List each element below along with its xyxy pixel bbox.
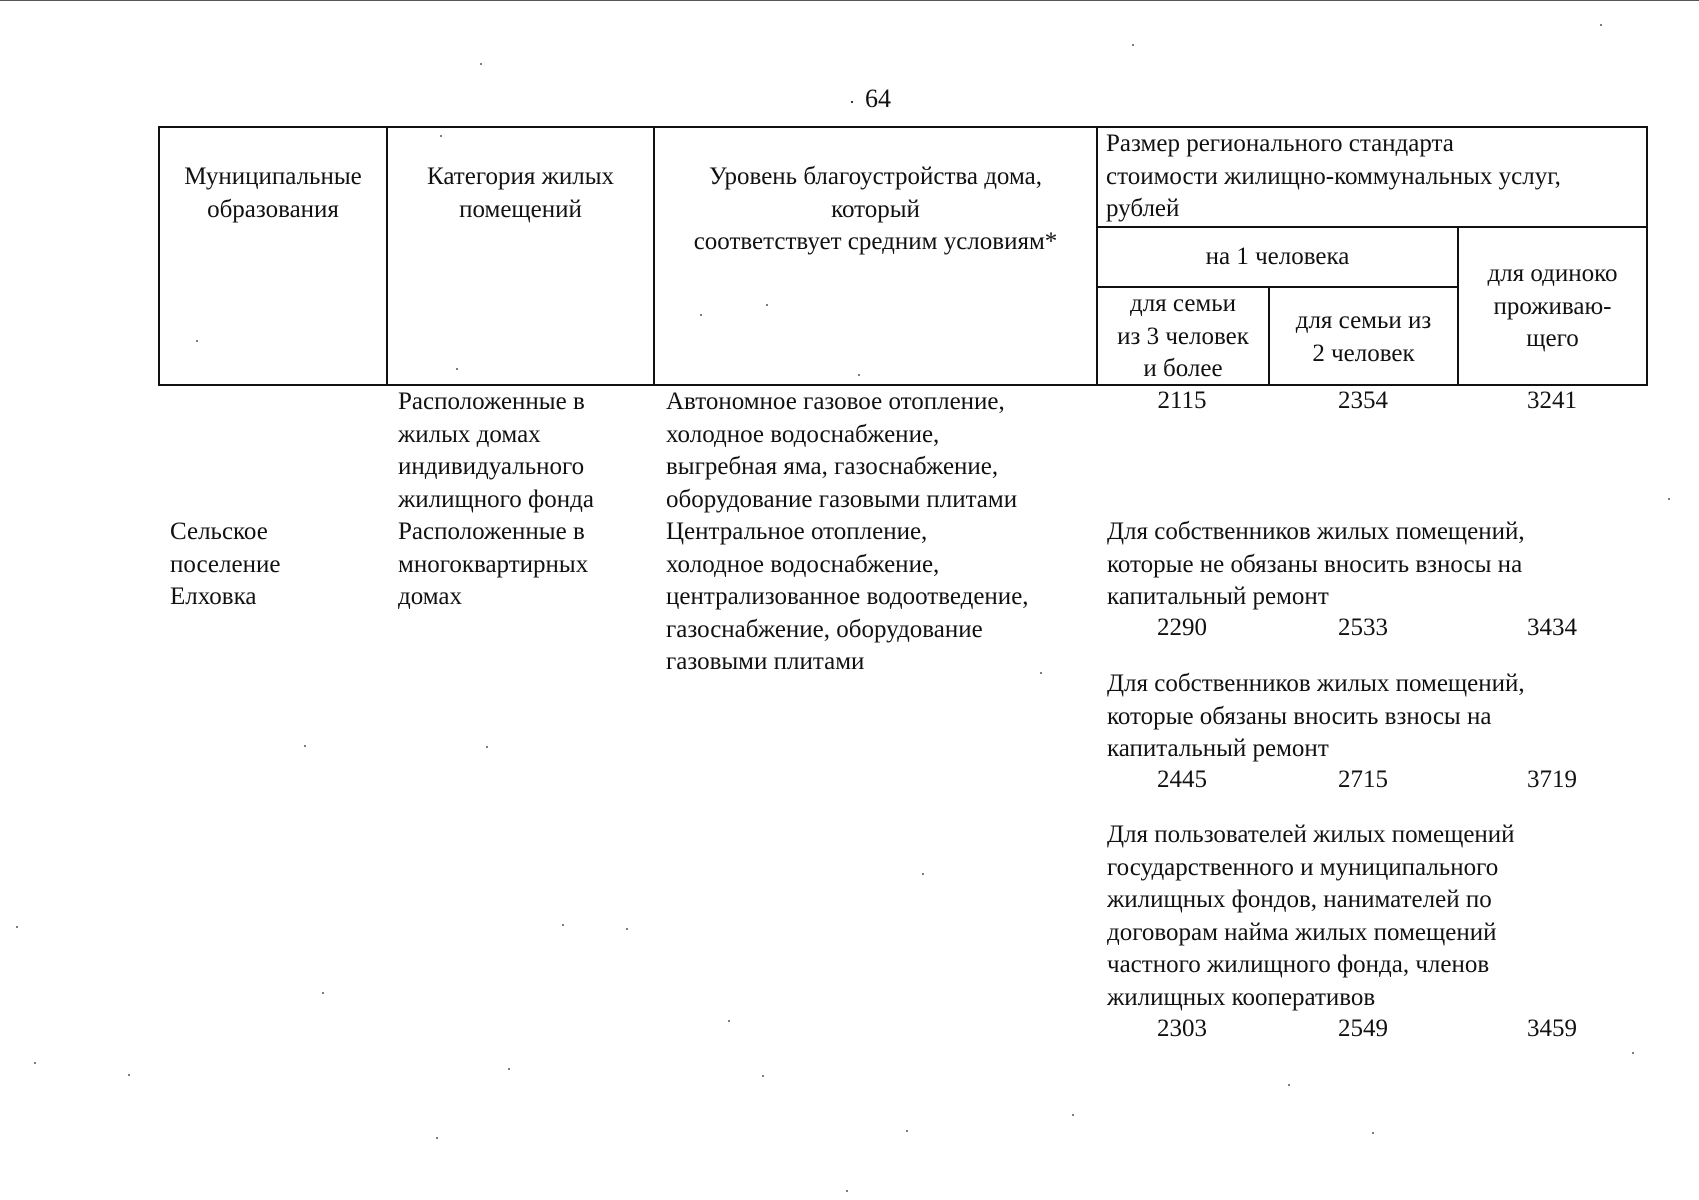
row1-level: Автономное газовое отопление, холодное водоснабжение, выгребная яма, газоснабжение, оборудование газовыми плитами [666,388,1018,513]
row1-value-family3: 2115 [1157,387,1207,414]
page-number [849,84,891,114]
group3-value-family2: 2549 [1338,1015,1388,1042]
municipality-name: Сельское поселение Елховка [170,518,281,610]
page-number-dot: · [849,92,855,112]
group1-value-single: 3434 [1527,614,1577,641]
header-municipal: Муниципальные образования [184,163,362,223]
header-size-divider [1096,226,1648,228]
group3-label: Для пользователей жилых помещений государственного и муниципального жилищных фондов, нанимателей по договорам найма жилых помещений частного жилищного фонда, членов жилищных кооперативов [1107,821,1515,1011]
header-right-border [1646,126,1648,386]
row2-level: Центральное отопление, холодное водоснабжение, централизованное водоотведение, газоснабжение, оборудование газовыми плитами [666,518,1029,675]
page-number-text: 64 [865,84,891,113]
row1-value-single: 3241 [1527,387,1577,414]
header-category: Категория жилых помещений [427,163,614,223]
group2-value-family3: 2445 [1157,766,1207,793]
row1-category: Расположенные в жилых домах индивидуального жилищного фонда [398,388,594,513]
page-top-border [0,0,1699,1]
header-family-3: для семьи из 3 человек и более [1117,290,1249,382]
group1-value-family2: 2533 [1338,614,1388,641]
group3-value-family3: 2303 [1157,1015,1207,1042]
header-single: для одиноко проживаю- щего [1487,260,1618,352]
header-family-2: для семьи из 2 человек [1295,307,1432,367]
header-level: Уровень благоустройства дома, который соответствует средним условиям* [693,163,1058,255]
header-per-person: на 1 человека [1205,243,1350,270]
row2-category: Расположенные в многоквартирных домах [398,518,589,610]
group2-label: Для собственников жилых помещений, которые обязаны вносить взносы на капитальный ремонт [1107,670,1525,762]
group2-value-family2: 2715 [1338,766,1388,793]
header-standard-size: Размер регионального стандарта стоимости жилищно-коммунальных услуг, рублей [1106,130,1561,222]
group3-value-single: 3459 [1527,1015,1577,1042]
row1-value-family2: 2354 [1338,387,1388,414]
group1-label: Для собственников жилых помещений, которые не обязаны вносить взносы на капитальный ремонт [1107,518,1525,610]
group1-value-family3: 2290 [1157,614,1207,641]
group2-value-single: 3719 [1527,766,1577,793]
